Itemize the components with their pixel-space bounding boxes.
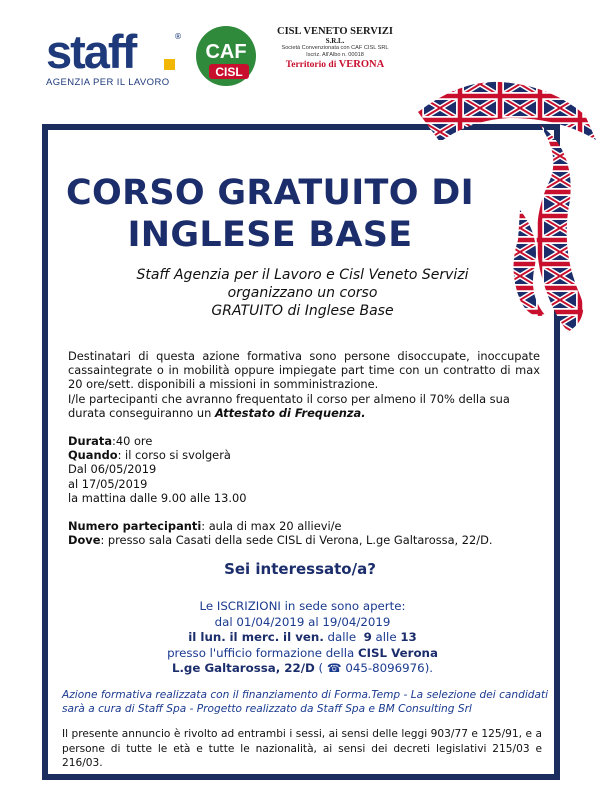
cisl-albo: Iscriz. All'Albo n. 00018 bbox=[306, 52, 364, 58]
registration-line-1 bbox=[80, 599, 525, 615]
registration-dates: dal 01/04/2019 al 19/04/2019 bbox=[214, 614, 391, 629]
dove-value: : presso sala Casati della sede CISL di Verona, L.ge Galtarossa, 22/D. bbox=[100, 533, 493, 548]
title-line-2: INGLESE BASE bbox=[127, 215, 413, 255]
staff-wordmark: staff bbox=[46, 25, 136, 78]
cisl-convenzione: Società Convenzionata con CAF CISL SRL bbox=[281, 45, 389, 51]
caf-cisl-logo bbox=[191, 24, 261, 88]
registration-label: Le ISCRIZIONI bbox=[199, 599, 281, 613]
page-title bbox=[60, 172, 480, 256]
registration-address: L.ge Galtarossa, 22/D ( ☎ 045-8096976). bbox=[171, 661, 434, 675]
course-description bbox=[68, 349, 540, 547]
legal-notice: Il presente annuncio è rivolto ad entrambi i sessi, ai sensi delle leggi 903/77 e 125/91, e a persone di tutte le età e tutte le nazionalità, ai sensi dei decreti legislativi 215/03 e 216/03. bbox=[62, 728, 542, 769]
staff-tagline: AGENZIA PER IL LAVORO bbox=[46, 77, 170, 88]
date-from: Dal 06/05/2019 bbox=[68, 462, 157, 477]
staff-logo-dot bbox=[164, 59, 175, 70]
registration-info bbox=[80, 599, 525, 677]
partecipanti-label: Numero partecipanti bbox=[68, 519, 202, 534]
dove-row bbox=[68, 533, 540, 547]
registration-open-text: in sede sono aperte: bbox=[280, 599, 406, 613]
hours-to-word: alle bbox=[375, 630, 397, 644]
registration-office bbox=[80, 646, 525, 662]
funding-note: Azione formativa realizzata con il finanziamento di Forma.Temp - La selezione dei candidati sarà a cura di Staff Spa - Progetto realizzato da Staff Spa e BM Consulting Srl bbox=[62, 689, 549, 715]
day-friday: il ven. bbox=[283, 630, 324, 644]
date-to: al 17/05/2019 bbox=[68, 476, 148, 491]
intro-paragraph-2 bbox=[68, 392, 540, 420]
cisl-territory bbox=[270, 59, 400, 70]
partecipanti-value: : aula di max 20 allievi/e bbox=[201, 519, 342, 534]
partecipanti-row bbox=[68, 519, 540, 533]
intro-paragraph-1: Destinatari di questa azione formativa sono persone disoccupate, inoccupate cassaintegrate o in mobilità oppure impiegate part time con un contratto di max 20 ore/sett. disponibili a missioni in somministrazione. bbox=[68, 349, 540, 392]
intro-paragraph-2-text: I/le partecipanti che avranno frequentato il corso per almeno il 70% della sua durata conseguiranno un bbox=[68, 391, 510, 420]
office-text: presso l'ufficio formazione della bbox=[167, 645, 358, 660]
title-line-1: CORSO GRATUITO DI bbox=[66, 173, 474, 213]
attestato-label: Attestato di Frequenza. bbox=[214, 405, 366, 420]
registration-days bbox=[80, 630, 525, 646]
cisl-territory-label: Territorio di bbox=[285, 60, 337, 70]
subtitle-line-3: GRATUITO di Inglese Base bbox=[211, 303, 394, 319]
hours-from: 9 bbox=[363, 630, 372, 644]
schedule: la mattina dalle 9.00 alle 13.00 bbox=[68, 490, 247, 505]
phone-icon: ☎ bbox=[326, 661, 342, 675]
durata-label: Durata bbox=[68, 434, 112, 449]
dove-label: Dove bbox=[68, 533, 101, 548]
staff-registered-mark: ® bbox=[174, 32, 182, 41]
cisl-srl: S.R.L. bbox=[325, 37, 345, 45]
day-monday: il lun. bbox=[188, 630, 226, 644]
cisl-info-block bbox=[270, 26, 400, 70]
cisl-title: CISL VENETO SERVIZI bbox=[277, 26, 393, 37]
office-address: L.ge Galtarossa, 22/D bbox=[171, 661, 315, 675]
quando-label: Quando bbox=[68, 448, 118, 463]
subtitle bbox=[100, 266, 505, 320]
durata-row bbox=[68, 434, 540, 448]
subtitle-line-1: Staff Agenzia per il Lavoro e Cisl Veneto Servizi bbox=[136, 267, 469, 283]
interest-question: Sei interessato/a? bbox=[224, 560, 376, 578]
hours-to: 13 bbox=[400, 630, 417, 644]
day-wednesday: il merc. bbox=[229, 630, 280, 644]
quando-value: : il corso si svolgerà bbox=[117, 448, 231, 463]
cisl-logo-text: CISL bbox=[215, 65, 243, 79]
office-phone: 045-8096976 bbox=[345, 661, 425, 675]
caf-logo-text: CAF bbox=[205, 41, 247, 63]
quando-row bbox=[68, 448, 540, 462]
cisl-territory-city: VERONA bbox=[338, 59, 385, 70]
durata-value: :40 ore bbox=[112, 434, 153, 449]
hours-from-word: dalle bbox=[327, 630, 357, 644]
subtitle-line-2: organizzano un corso bbox=[227, 285, 378, 301]
staff-logo bbox=[46, 25, 182, 88]
office-name: CISL Verona bbox=[357, 645, 438, 660]
